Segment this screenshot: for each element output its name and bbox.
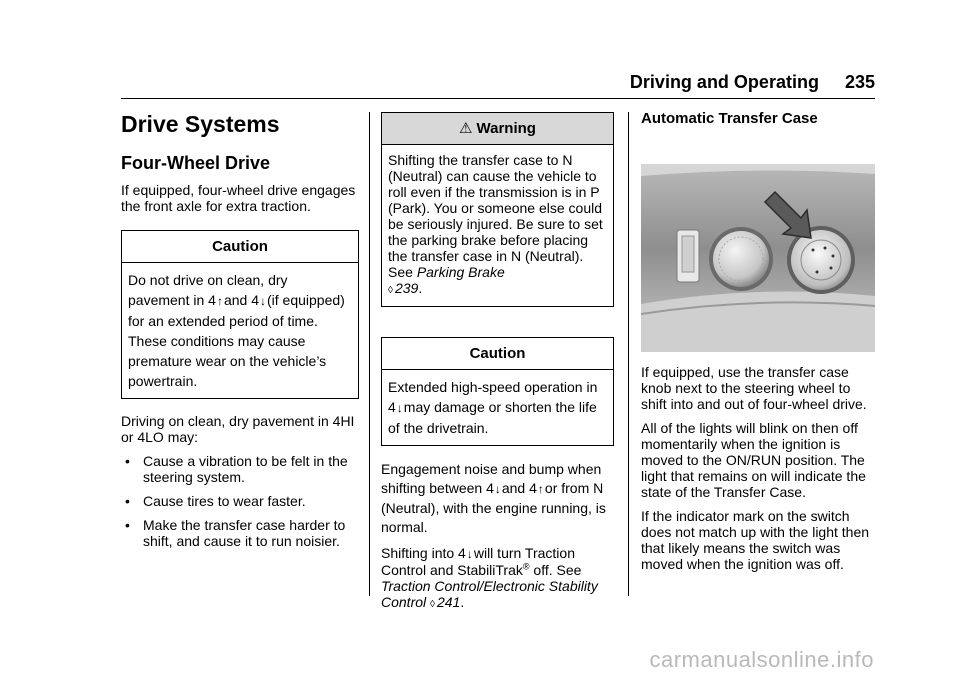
cross-reference-link[interactable]: Traction Control/Electronic Stability Control: [381, 578, 598, 610]
text-part: Shifting into 4: [381, 545, 466, 561]
subsection-heading: Automatic Transfer Case: [641, 110, 818, 127]
arrow-up-icon: ↑: [537, 482, 544, 496]
caution-box: [121, 230, 359, 399]
cross-reference-page[interactable]: 239: [394, 280, 419, 296]
paragraph-lights: All of the lights will blink on then off momentarily when the ignition is moved to the ON/RUN position. The light that remains on will indicate the state of the Transfer Case.: [641, 420, 866, 500]
caution-text-part: may damage or shorten the life of the drivetrain.: [388, 399, 597, 436]
period: .: [460, 594, 465, 610]
bullet-mark: •: [125, 493, 130, 509]
arrow-down-icon: ↓: [494, 482, 501, 496]
caution-body: [382, 370, 613, 445]
transfer-case-knob-photo: [641, 164, 875, 352]
page-number: 235: [844, 72, 875, 92]
caution-text-part: Do not drive on clean, dry pavement in 4: [128, 272, 288, 308]
column-2: [381, 112, 614, 621]
text-part: off. See: [533, 562, 582, 578]
photo-illustration: [641, 164, 875, 352]
arrow-down-icon: ↓: [260, 294, 266, 308]
watermark: carmanualsonline.info: [649, 647, 874, 672]
warning-box: [381, 112, 614, 307]
header-text: [630, 72, 875, 93]
arrow-down-icon: ↓: [396, 401, 403, 415]
arrow-down-icon: ↓: [466, 547, 473, 561]
cross-reference-link[interactable]: Parking Brake: [416, 264, 505, 280]
caution-text-part: and 4: [223, 292, 259, 308]
column-divider-right: [628, 112, 629, 596]
text-part: Engagement noise and bump when shifting between 4: [381, 461, 602, 496]
text-part: and 4: [501, 480, 537, 496]
page-header: [121, 70, 875, 100]
registered-mark: ®: [522, 561, 530, 572]
cross-reference-page[interactable]: 241: [436, 594, 461, 610]
caution-body: [122, 263, 358, 398]
text-part: will turn Traction Control and StabiliTrak: [381, 545, 575, 578]
bullet-item: [121, 453, 359, 485]
caution-box-2: [381, 337, 614, 446]
intro-paragraph: If equipped, four-wheel drive engages the front axle for extra traction.: [121, 182, 356, 214]
paragraph-usage: If equipped, use the transfer case knob next to the steering wheel to shift into and out of four-wheel drive.: [641, 364, 867, 412]
warning-body: [382, 145, 613, 306]
header-rule: [121, 98, 875, 99]
bullet-item: [121, 493, 359, 509]
section-title: Driving and Operating: [629, 72, 819, 92]
page-ref-icon: ◊: [388, 285, 393, 296]
lead-paragraph: Driving on clean, dry pavement in 4HI or 4LO may:: [121, 413, 355, 445]
column-1: [121, 110, 359, 557]
warning-text: Shifting the transfer case to N (Neutral) can cause the vehicle to roll even if the transmission is in P (Park). You or someone else could be seriously injured. Be sure to set the parking brake before placing the transfer case in N (Neutral). See: [388, 152, 603, 280]
warning-title-bar: [382, 113, 613, 145]
column-divider-left: [369, 112, 370, 596]
bullet-text: Make the transfer case harder to shift, and cause it to run noisier.: [143, 517, 346, 549]
bullet-item: [121, 517, 359, 549]
column-3: [641, 110, 875, 580]
bullet-text: Cause tires to wear faster.: [143, 493, 306, 509]
period: .: [418, 280, 423, 296]
caution-title: Caution: [122, 231, 358, 263]
section-heading: Drive Systems: [121, 111, 280, 137]
arrow-up-icon: ↑: [216, 294, 223, 308]
caution-text-part: Extended high-speed operation in 4: [388, 379, 598, 415]
traction-paragraph: [381, 545, 614, 613]
bullet-mark: •: [125, 517, 130, 533]
bullet-mark: •: [125, 453, 130, 469]
page-ref-icon: ◊: [430, 599, 435, 610]
paragraph-indicator: If the indicator mark on the switch does not match up with the light then that likely means the switch was moved when the ignition was off.: [641, 508, 870, 572]
text-part: or from N (Neutral), with the engine running, is normal.: [381, 480, 606, 535]
bullet-text: Cause a vibration to be felt in the steering system.: [143, 453, 348, 485]
engagement-paragraph: [381, 460, 614, 537]
subsection-heading: Four-Wheel Drive: [121, 153, 271, 173]
warning-icon: ⚠: [459, 120, 473, 137]
caution-text-part: (if equipped) for an extended period of time. These conditions may cause premature wear on the vehicle’s powertrain.: [128, 292, 345, 389]
warning-title: Warning: [476, 120, 536, 137]
caution-title: Caution: [382, 338, 613, 370]
